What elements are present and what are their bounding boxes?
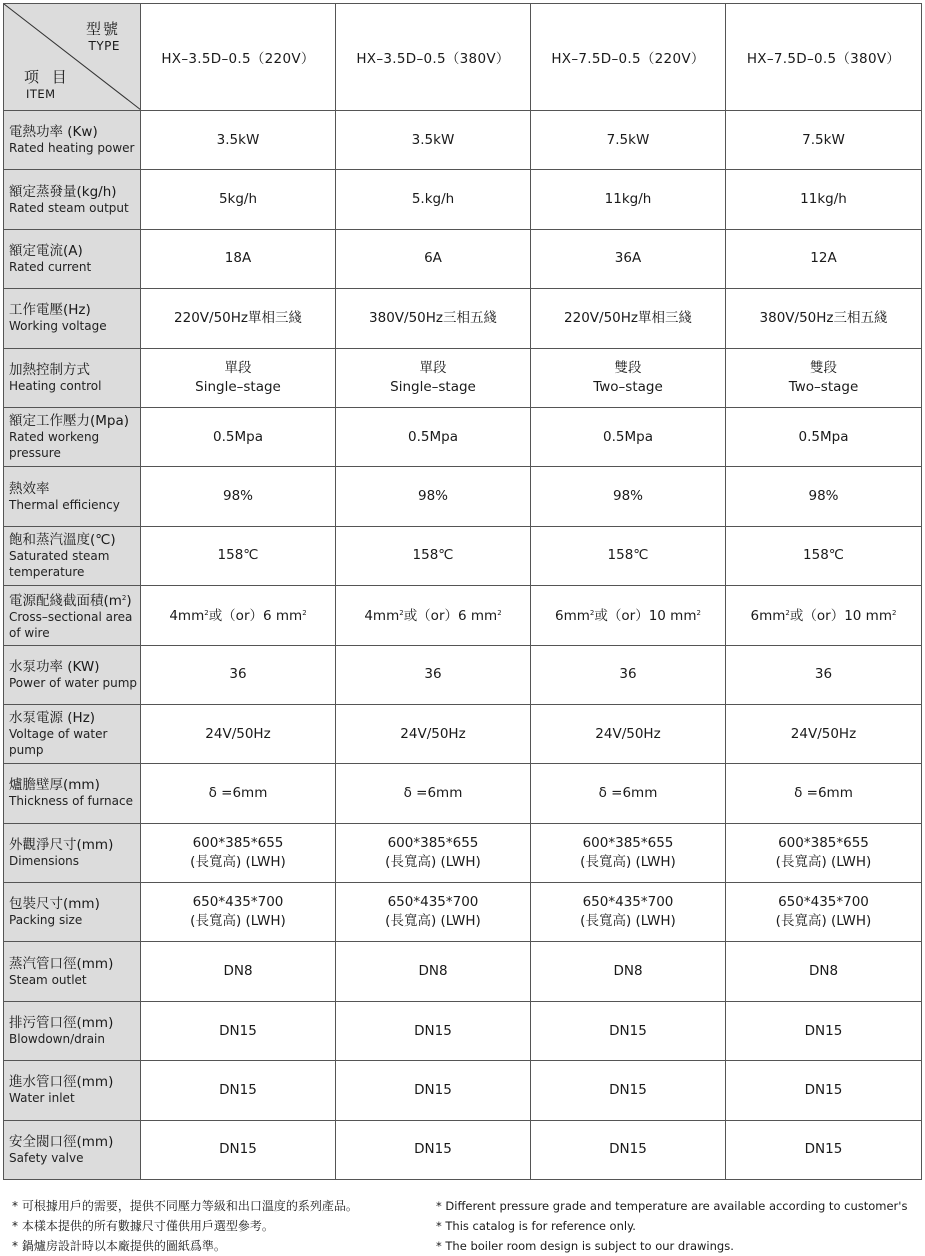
spec-value [531, 526, 726, 585]
spec-value-line: 36 [619, 666, 637, 683]
spec-value [141, 942, 336, 1001]
spec-value [726, 111, 922, 170]
item-label-zh: 项 目 [24, 68, 71, 86]
spec-value-line: 36 [424, 666, 442, 683]
spec-value-line: 650*435*700 [387, 894, 479, 911]
spec-value [336, 170, 531, 229]
spec-value [726, 526, 922, 585]
spec-value [141, 764, 336, 823]
spec-value [531, 1001, 726, 1060]
spec-row [4, 526, 922, 585]
row-label-zh: 熱效率 [9, 480, 50, 497]
spec-value-line: 0.5Mpa [408, 428, 458, 445]
spec-value-line: 650*435*700 [778, 894, 869, 911]
row-label [4, 823, 141, 882]
spec-value-line: 220V/50Hz單相三綫 [564, 309, 692, 326]
spec-value-line: δ =6mm [403, 784, 463, 801]
spec-value-line: 單段 [419, 359, 447, 376]
spec-value [531, 645, 726, 704]
diagonal-divider [4, 4, 141, 110]
spec-row [4, 170, 922, 229]
spec-value-line: δ =6mm [208, 784, 268, 801]
row-label [4, 645, 141, 704]
row-label-zh: 額定工作壓力(Mpa) [9, 413, 130, 430]
row-label-zh: 額定蒸發量(kg/h) [9, 183, 117, 200]
row-label-zh: 蒸汽管口徑(mm) [9, 955, 114, 972]
spec-value-line: $4mm^2$或（or）6 $mm^2$ [364, 608, 502, 625]
spec-value-line: 380V/50Hz三相五綫 [759, 309, 888, 326]
note-zh: * 可根據用戶的需要，提供不同壓力等級和出口溫度的系列產品。 [12, 1199, 358, 1213]
spec-value [531, 1120, 726, 1179]
spec-value-line: 600*385*655 [192, 834, 284, 851]
spec-value [531, 764, 726, 823]
corner-cell [4, 4, 141, 111]
spec-value-line: δ =6mm [598, 784, 658, 801]
row-label-en: Dimensions [9, 853, 80, 868]
spec-value-line: 36 [814, 666, 833, 683]
spec-row [4, 764, 922, 823]
spec-value [141, 526, 336, 585]
spec-value-line: 12A [810, 250, 837, 267]
spec-value-line: Two–stage [593, 378, 663, 395]
spec-row [4, 586, 922, 645]
spec-value [531, 467, 726, 526]
spec-value [141, 170, 336, 229]
spec-value [336, 586, 531, 645]
row-label [4, 229, 141, 288]
row-label-en: Rated workeng pressure [9, 430, 100, 461]
spec-value-line: 7.5kW [802, 131, 845, 148]
spec-value-line: Single–stage [195, 378, 281, 395]
spec-value [726, 586, 922, 645]
spec-value [141, 111, 336, 170]
spec-value [726, 704, 922, 763]
spec-value-line: (長寬高) (LWH) [190, 853, 286, 870]
spec-value [531, 170, 726, 229]
spec-value [531, 883, 726, 942]
spec-value-line: DN8 [613, 963, 643, 980]
row-label-en: Steam outlet [9, 972, 87, 987]
spec-value-line: 3.5kW [411, 131, 455, 148]
spec-row [4, 883, 922, 942]
note-en: * Different pressure grade and temperature are available according to customer's [436, 1199, 908, 1213]
spec-value [726, 348, 922, 407]
model-header: HX–7.5D–0.5（220V） [531, 4, 726, 111]
row-label [4, 764, 141, 823]
spec-value [141, 586, 336, 645]
spec-value [336, 1001, 531, 1060]
spec-value [336, 526, 531, 585]
row-label [4, 111, 141, 170]
notes-english [436, 1196, 907, 1256]
spec-value-line: 600*385*655 [582, 834, 674, 851]
row-label-zh: 工作電壓(Hz) [9, 302, 91, 319]
spec-value-line: 158℃ [803, 547, 844, 564]
spec-value-line: 24V/50Hz [790, 725, 857, 742]
spec-value [531, 704, 726, 763]
row-label-zh: 安全閥口徑(mm) [9, 1133, 114, 1150]
spec-value-line: 98% [808, 488, 839, 505]
spec-value-line: DN15 [219, 1081, 257, 1098]
spec-value-line: 0.5Mpa [798, 428, 849, 445]
spec-value-line: 5.kg/h [411, 191, 455, 208]
spec-value-line: (長寬高) (LWH) [580, 853, 676, 870]
spec-value-line: DN15 [804, 1081, 843, 1098]
row-label-en: Packing size [9, 913, 83, 928]
row-label-en: Safety valve [9, 1150, 84, 1165]
spec-value-line: 98% [612, 488, 643, 505]
spec-value [141, 407, 336, 466]
spec-value [336, 942, 531, 1001]
spec-value-line: DN15 [219, 1141, 257, 1158]
spec-value [141, 1120, 336, 1179]
spec-value-line: DN8 [418, 963, 448, 980]
spec-value-line: (長寬高) (LWH) [775, 853, 872, 870]
spec-value [336, 111, 531, 170]
spec-value-line: 雙段 [614, 359, 642, 376]
row-label-en: Voltage of water pump [9, 727, 108, 758]
row-label [4, 883, 141, 942]
note-en: * This catalog is for reference only. [436, 1219, 636, 1233]
spec-row [4, 289, 922, 348]
type-label-en: TYPE [88, 39, 120, 53]
spec-row [4, 229, 922, 288]
spec-value-line: 18A [224, 250, 252, 267]
spec-value [336, 1061, 531, 1120]
spec-value [336, 229, 531, 288]
spec-value [531, 289, 726, 348]
row-label [4, 526, 141, 585]
row-label [4, 467, 141, 526]
spec-value [336, 764, 531, 823]
spec-value-line: 380V/50Hz三相五綫 [369, 309, 497, 326]
spec-value [141, 645, 336, 704]
spec-value-line: (長寬高) (LWH) [190, 913, 286, 930]
spec-value [141, 229, 336, 288]
spec-value [726, 1120, 922, 1179]
spec-value [531, 407, 726, 466]
spec-value [531, 229, 726, 288]
row-label [4, 942, 141, 1001]
spec-value-line: (長寬高) (LWH) [775, 913, 872, 930]
spec-value-line: δ =6mm [794, 784, 853, 801]
row-label [4, 586, 141, 645]
row-label-zh: 進水管口徑(mm) [9, 1074, 114, 1091]
spec-value-line: (長寬高) (LWH) [580, 913, 676, 930]
spec-row [4, 1120, 922, 1179]
row-label-zh: 電熱功率 (Kw) [9, 124, 98, 141]
note-en: * The boiler room design is subject to our drawings. [436, 1239, 734, 1253]
spec-value [141, 289, 336, 348]
type-label-zh: 型號 [85, 20, 120, 38]
spec-row [4, 467, 922, 526]
spec-row [4, 1061, 922, 1120]
spec-value [336, 407, 531, 466]
spec-value [726, 1061, 922, 1120]
row-label [4, 704, 141, 763]
spec-value-line: DN15 [414, 1022, 452, 1039]
spec-value [141, 883, 336, 942]
spec-row [4, 111, 922, 170]
spec-value [531, 111, 726, 170]
spec-value-line: Two–stage [788, 378, 859, 395]
note-zh: * 本樣本提供的所有數據尺寸僅供用戶選型參考。 [12, 1219, 274, 1233]
spec-row [4, 704, 922, 763]
spec-value-line: 36A [614, 250, 642, 267]
row-label-zh: 外觀淨尺寸(mm) [9, 836, 114, 853]
row-label-zh: 包裝尺寸(mm) [9, 896, 100, 913]
spec-value-line: DN15 [609, 1081, 647, 1098]
spec-value-line: 11kg/h [604, 191, 652, 208]
spec-value-line: 220V/50Hz單相三綫 [174, 309, 302, 326]
spec-value-line: 158℃ [412, 547, 454, 564]
header-row [4, 4, 922, 111]
row-label-en: Rated heating power [9, 141, 135, 156]
spec-value [726, 467, 922, 526]
row-label-en: Working voltage [9, 319, 107, 334]
row-label-en: Power of water pump [9, 675, 138, 690]
model-header: HX–7.5D–0.5（380V） [726, 4, 922, 111]
spec-value [726, 289, 922, 348]
spec-value-line: 7.5kW [606, 131, 650, 148]
spec-value-line: DN15 [804, 1141, 843, 1158]
row-label [4, 1061, 141, 1120]
spec-value-line: DN15 [804, 1022, 843, 1039]
spec-value [531, 586, 726, 645]
spec-value-line: DN15 [414, 1081, 452, 1098]
spec-value [141, 348, 336, 407]
spec-value [336, 1120, 531, 1179]
item-label-en: ITEM [26, 87, 56, 101]
row-label [4, 1001, 141, 1060]
row-label [4, 170, 141, 229]
row-label-zh: 電源配綫截面積$(m^2)$ [9, 592, 132, 609]
spec-row [4, 823, 922, 882]
row-label [4, 348, 141, 407]
row-label-en: Heating control [9, 378, 102, 393]
row-label-en: Thermal efficiency [9, 497, 120, 512]
spec-value [336, 467, 531, 526]
spec-value [531, 942, 726, 1001]
row-label-en: Cross–sectional area of wire [9, 609, 133, 640]
row-label [4, 407, 141, 466]
spec-value [726, 823, 922, 882]
spec-value-line: 600*385*655 [778, 834, 869, 851]
spec-value [531, 348, 726, 407]
model-header: HX–3.5D–0.5（380V） [336, 4, 531, 111]
spec-value-line: DN15 [219, 1022, 257, 1039]
spec-value-line: 0.5Mpa [603, 428, 653, 445]
spec-row [4, 348, 922, 407]
spec-value-line: 98% [222, 488, 253, 505]
row-label-zh: 爐膽壁厚(mm) [9, 777, 100, 794]
spec-value [141, 823, 336, 882]
spec-value [141, 1001, 336, 1060]
spec-value [336, 289, 531, 348]
spec-value [726, 170, 922, 229]
spec-value [726, 1001, 922, 1060]
spec-value-line: DN15 [414, 1141, 452, 1158]
spec-value-line: 24V/50Hz [400, 725, 466, 742]
spec-value-line: DN15 [609, 1141, 647, 1158]
row-label-zh: 飽和蒸汽溫度(℃) [9, 531, 116, 548]
row-label [4, 289, 141, 348]
spec-value [141, 704, 336, 763]
spec-value [336, 883, 531, 942]
row-label-en: Saturated steam temperature [9, 548, 110, 579]
spec-value-line: 158℃ [607, 547, 649, 564]
spec-value-line: 單段 [224, 359, 252, 376]
spec-value [726, 942, 922, 1001]
spec-value [726, 407, 922, 466]
spec-table [3, 3, 922, 1180]
spec-value [336, 704, 531, 763]
spec-value-line: Single–stage [390, 378, 476, 395]
row-label-zh: 加熱控制方式 [9, 361, 90, 378]
note-zh: * 鍋爐房設計時以本廠提供的圖紙爲準。 [12, 1239, 226, 1253]
spec-value-line: (長寬高) (LWH) [385, 853, 481, 870]
spec-value-line: 650*435*700 [582, 894, 674, 911]
row-label-en: Blowdown/drain [9, 1032, 105, 1047]
spec-value [531, 823, 726, 882]
spec-value [726, 645, 922, 704]
spec-value-line: 650*435*700 [192, 894, 284, 911]
spec-value-line: (長寬高) (LWH) [385, 913, 481, 930]
row-label-zh: 額定電流(A) [9, 242, 83, 259]
spec-row [4, 942, 922, 1001]
spec-value-line: 24V/50Hz [205, 725, 271, 742]
spec-value-line: 3.5kW [216, 131, 260, 148]
spec-value [141, 467, 336, 526]
row-label-en: Rated steam output [9, 200, 129, 215]
notes-chinese [12, 1196, 358, 1256]
spec-value-line: 158℃ [217, 547, 259, 564]
spec-value-line: DN8 [223, 963, 253, 980]
spec-value [141, 1061, 336, 1120]
spec-row [4, 645, 922, 704]
spec-value-line: 11kg/h [800, 191, 847, 208]
model-header: HX–3.5D–0.5（220V） [141, 4, 336, 111]
row-label-en: Thickness of furnace [9, 794, 133, 809]
spec-value [336, 348, 531, 407]
spec-value-line: 6A [424, 250, 442, 267]
row-label-en: Rated current [9, 259, 92, 274]
spec-value-line: 24V/50Hz [595, 725, 661, 742]
spec-value [336, 823, 531, 882]
spec-row [4, 407, 922, 466]
spec-value-line: 600*385*655 [387, 834, 479, 851]
row-label [4, 1120, 141, 1179]
spec-value-line: 36 [229, 666, 247, 683]
row-label-zh: 水泵電源 (Hz) [9, 710, 96, 727]
spec-value [336, 645, 531, 704]
spec-value-line: DN8 [808, 963, 839, 980]
spec-value-line: $6mm^2$或（or）10 $mm^2$ [555, 608, 701, 625]
spec-value [726, 883, 922, 942]
spec-value-line: 98% [417, 488, 448, 505]
spec-value [726, 764, 922, 823]
row-label-en: Water inlet [9, 1091, 75, 1106]
spec-value [531, 1061, 726, 1120]
row-label-zh: 排污管口徑(mm) [9, 1015, 114, 1032]
spec-row [4, 1001, 922, 1060]
spec-value-line: 雙段 [810, 359, 837, 376]
row-label-zh: 水泵功率 (KW) [9, 658, 100, 675]
spec-value-line: $4mm^2$或（or）6 $mm^2$ [169, 608, 307, 625]
spec-value-line: DN15 [609, 1022, 647, 1039]
spec-value-line: 5kg/h [218, 191, 258, 208]
spec-value-line: $6mm^2$或（or）10 $mm^2$ [750, 608, 897, 625]
spec-value-line: 0.5Mpa [213, 428, 263, 445]
spec-value [726, 229, 922, 288]
